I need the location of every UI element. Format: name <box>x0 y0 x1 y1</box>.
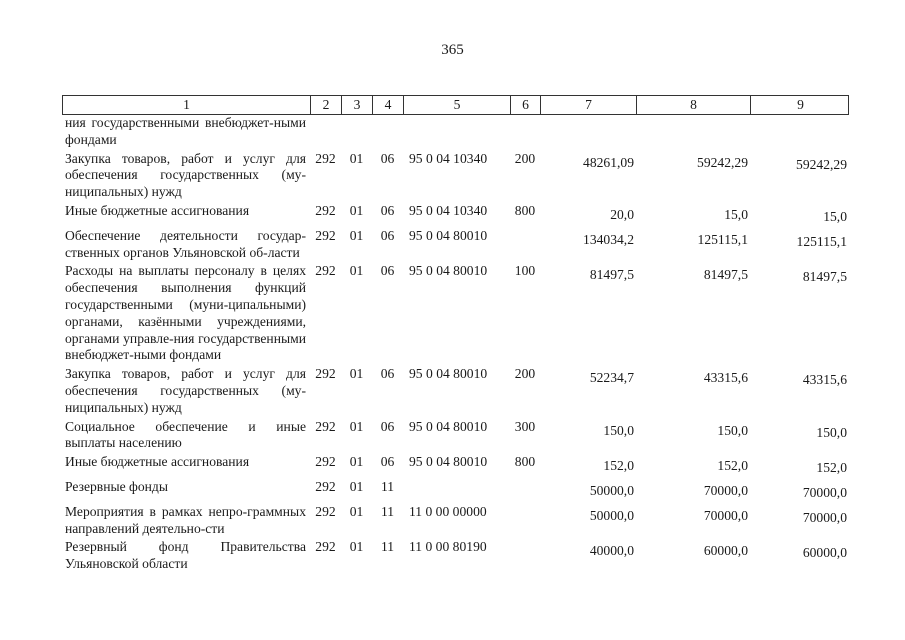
row-col-2: 292 <box>315 202 336 218</box>
row-name: Иные бюджетные ассигнования <box>65 202 250 218</box>
row-name: Обеспечение деятельности государ-ственных органов Ульяновской об-ласти <box>65 227 306 260</box>
row-col-5: 95 0 04 80010 <box>409 418 488 434</box>
row-col-8: 60000,0 <box>703 543 748 559</box>
row-col-4: 06 <box>380 366 395 382</box>
row-col-9: 43315,6 <box>802 372 847 388</box>
row-col-5: 95 0 04 80010 <box>409 454 488 470</box>
row-col-5: 11 0 00 00000 <box>409 503 487 519</box>
header-col-3: 3 <box>342 96 373 114</box>
row-col-9: 15,0 <box>823 208 847 224</box>
header-col-6: 6 <box>511 96 541 114</box>
table-row <box>62 539 849 573</box>
row-col-8: 70000,0 <box>703 507 748 523</box>
row-col-6: 800 <box>514 454 536 470</box>
row-col-7: 20,0 <box>610 206 634 222</box>
row-name: Закупка товаров, работ и услуг для обеспечения государственных (му-ниципальных) нужд <box>65 366 306 415</box>
row-col-5: 95 0 04 80010 <box>409 366 488 382</box>
row-col-5: 95 0 04 10340 <box>409 202 488 218</box>
row-col-5: 95 0 04 80010 <box>409 263 488 279</box>
row-col-9: 81497,5 <box>802 269 847 285</box>
row-col-8: 81497,5 <box>703 267 748 283</box>
row-col-6 <box>510 228 540 262</box>
row-col-2: 292 <box>315 478 336 494</box>
header-col-5: 5 <box>404 96 511 114</box>
row-col-7: 81497,5 <box>589 267 634 283</box>
row-name: Иные бюджетные ассигнования <box>65 454 250 470</box>
page-number: 365 <box>441 42 464 58</box>
row-col-3: 01 <box>349 503 364 519</box>
row-col-3: 01 <box>349 263 364 279</box>
row-col-6: 200 <box>514 150 536 166</box>
header-col-4: 4 <box>373 96 404 114</box>
row-col-4: 11 <box>380 539 395 555</box>
table-row <box>62 151 849 201</box>
row-name: Социальное обеспечение и иные выплаты населению <box>65 418 306 451</box>
row-col-9: 70000,0 <box>802 509 847 525</box>
table-row <box>62 115 849 149</box>
row-name: Закупка товаров, работ и услуг для обеспечения государственных (му-ниципальных) нужд <box>65 150 306 200</box>
row-col-4: 06 <box>380 227 395 243</box>
row-col-6: 300 <box>514 418 536 434</box>
row-col-6 <box>510 504 540 538</box>
row-col-2 <box>310 115 341 149</box>
row-col-4: 06 <box>380 263 395 279</box>
row-col-8: 150,0 <box>717 422 748 438</box>
table-body <box>62 115 849 573</box>
row-col-9: 60000,0 <box>802 545 847 561</box>
row-col-8: 70000,0 <box>703 482 748 498</box>
row-col-6 <box>510 115 540 149</box>
row-col-7: 134034,2 <box>583 231 634 247</box>
row-col-7: 50000,0 <box>589 507 634 523</box>
table-row <box>62 203 849 226</box>
row-col-3: 01 <box>349 202 364 218</box>
table-row <box>62 366 849 416</box>
row-col-9: 59242,29 <box>796 156 847 172</box>
row-col-5 <box>403 115 510 149</box>
table-row <box>62 454 849 477</box>
table-row <box>62 228 849 262</box>
row-col-2: 292 <box>315 227 336 243</box>
row-col-3: 01 <box>349 418 364 434</box>
row-col-2: 292 <box>315 454 336 470</box>
row-col-8: 43315,6 <box>703 370 748 386</box>
header-col-1: 1 <box>63 96 311 114</box>
row-col-4: 06 <box>380 150 395 166</box>
row-col-7: 150,0 <box>603 422 634 438</box>
row-col-8: 59242,29 <box>697 154 748 170</box>
row-col-6: 800 <box>514 202 536 218</box>
row-col-4: 11 <box>380 503 395 519</box>
table-header <box>62 95 849 115</box>
row-col-9 <box>750 115 849 149</box>
header-col-8: 8 <box>637 96 751 114</box>
row-col-2: 292 <box>315 503 336 519</box>
row-name: Резервные фонды <box>65 478 168 494</box>
row-col-7: 40000,0 <box>589 543 634 559</box>
row-col-4: 06 <box>380 202 395 218</box>
row-name: Расходы на выплаты персоналу в целях обеспечения выполнения функций государственными (муни-ципальными) органами, казёнными учреждениями, органами управле-ния государственными внебюджет-ными фондами <box>65 263 306 363</box>
header-col-9: 9 <box>797 97 804 112</box>
row-col-5: 95 0 04 10340 <box>409 150 488 166</box>
row-col-5 <box>403 479 510 502</box>
budget-table <box>62 95 849 573</box>
header-col-2: 2 <box>311 96 342 114</box>
row-col-2: 292 <box>315 366 336 382</box>
row-name: Резервный фонд Правительства Ульяновской области <box>65 539 306 572</box>
row-col-3: 01 <box>349 150 364 166</box>
row-col-3: 01 <box>349 539 364 555</box>
row-col-6 <box>510 479 540 502</box>
row-col-2: 292 <box>315 150 336 166</box>
row-col-5: 11 0 00 80190 <box>409 539 487 555</box>
row-col-3: 01 <box>349 478 364 494</box>
row-col-6: 100 <box>514 263 536 279</box>
row-col-2: 292 <box>315 263 336 279</box>
header-col-7: 7 <box>541 96 637 114</box>
table-row <box>62 504 849 538</box>
row-col-7: 48261,09 <box>583 154 634 170</box>
row-col-7: 152,0 <box>603 458 634 474</box>
row-col-8: 15,0 <box>724 206 748 222</box>
row-col-5: 95 0 04 80010 <box>409 227 488 243</box>
row-name: Мероприятия в рамках непро-граммных направлений деятельно-сти <box>65 503 306 536</box>
table-row <box>62 479 849 502</box>
row-col-9: 152,0 <box>816 460 847 476</box>
row-col-4 <box>372 115 403 149</box>
row-col-7: 50000,0 <box>589 482 634 498</box>
row-col-8: 125115,1 <box>697 231 748 247</box>
row-col-9: 125115,1 <box>796 233 847 249</box>
row-col-6 <box>510 539 540 573</box>
row-name: ния государственными внебюджет-ными фондами <box>65 115 306 147</box>
table-row <box>62 419 849 453</box>
row-col-7: 52234,7 <box>589 370 634 386</box>
row-col-4: 06 <box>380 454 395 470</box>
row-col-2: 292 <box>315 539 336 555</box>
row-col-9: 150,0 <box>816 424 847 440</box>
table-row <box>62 263 849 364</box>
row-col-8: 152,0 <box>717 458 748 474</box>
row-col-3 <box>341 115 372 149</box>
row-col-7 <box>540 115 636 149</box>
row-col-2: 292 <box>315 418 336 434</box>
row-col-3: 01 <box>349 366 364 382</box>
row-col-3: 01 <box>349 454 364 470</box>
row-col-4: 11 <box>380 478 395 494</box>
row-col-4: 06 <box>380 418 395 434</box>
row-col-9: 70000,0 <box>802 484 847 500</box>
row-col-3: 01 <box>349 227 364 243</box>
row-col-8 <box>636 115 750 149</box>
row-col-6: 200 <box>514 366 536 382</box>
